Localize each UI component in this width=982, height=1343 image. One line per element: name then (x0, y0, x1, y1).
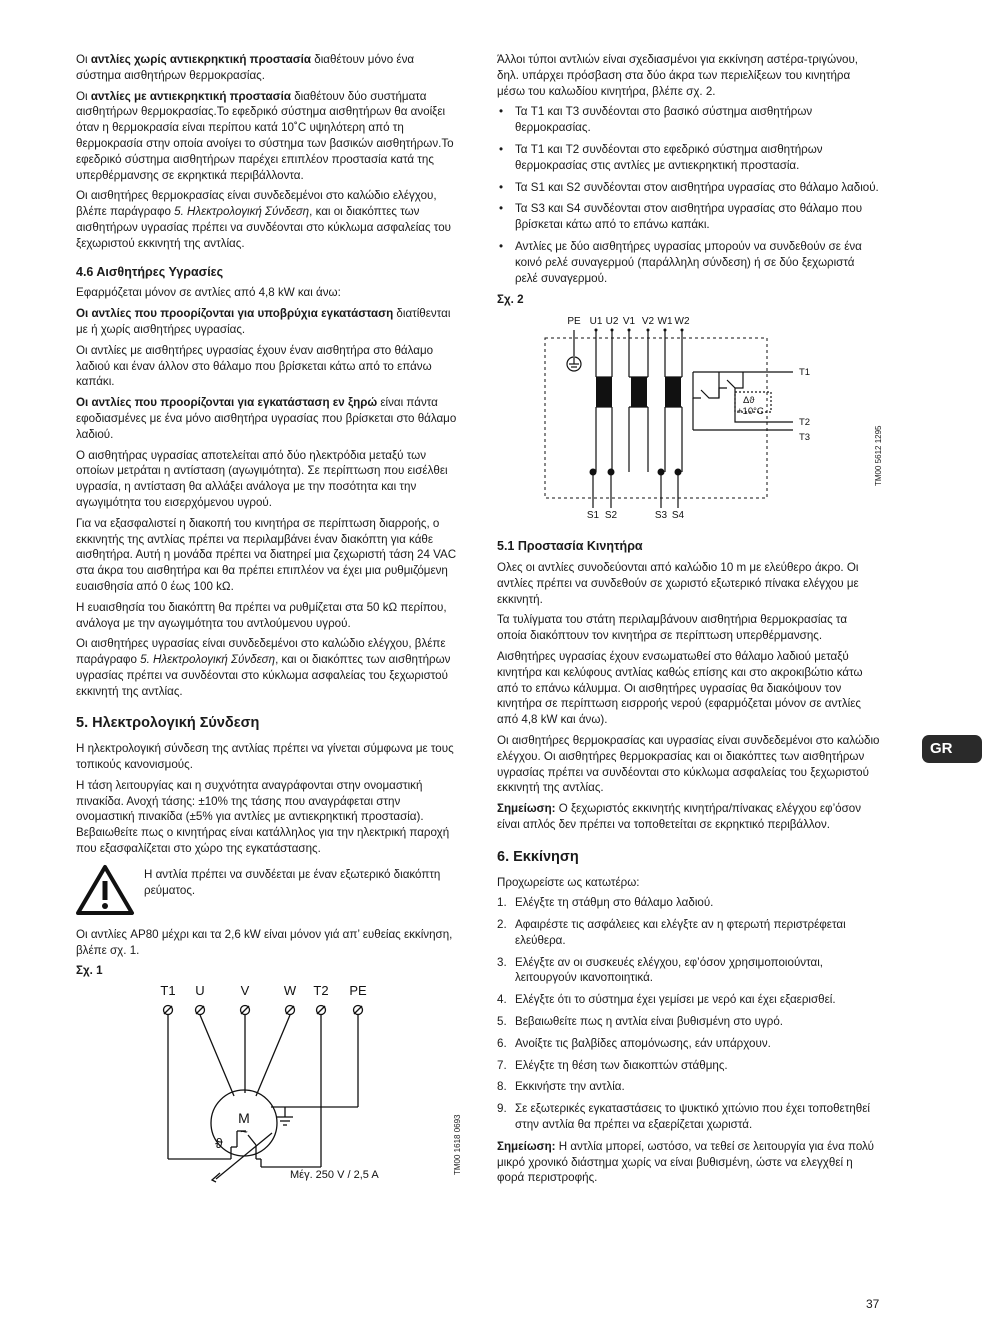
list-item: 3. Ελέγξτε αν οι συσκευές ελέγχου, εφ’όσον χρησιμοποιούνται, λειτουργούν ικανοποιητικά. (497, 955, 824, 985)
terminal-label: U2 (605, 316, 619, 328)
bullet-list (497, 104, 880, 286)
list-item: 6. Ανοίξτε τις βαλβίδες απομόνωσης, εάν υπάρχουν. (497, 1036, 771, 1050)
paragraph: Οι αντλίες χωρίς αντιεκρηκτική προστασία διαθέτουν μόνο ένα σύστημα αισθητήρων θερμοκρασίας. (76, 53, 415, 82)
rating-label: Μέγ. 250 V / 2,5 A (290, 1169, 379, 1182)
paragraph: Οι αντλίες που προορίζονται για εγκατάσταση εν ξηρώ είναι πάντα εφοδιασμένες με ένα μόνο αισθητήρα υγρασίας που βρίσκεται στο θάλαμο λαδιού. (76, 396, 457, 441)
terminal-label: PE (567, 316, 581, 328)
right-column (497, 52, 883, 1191)
list-item: 5. Βεβαιωθείτε πως η αντλία είναι βυθισμένη στο υγρό. (497, 1015, 783, 1029)
warning-text: Η αντλία πρέπει να συνδέεται με έναν εξωτερικό διακόπτη ρεύματος. (144, 867, 441, 897)
figure-code: TM00 1618 0693 (453, 1114, 462, 1176)
terminal-label: W (283, 983, 297, 999)
star-delta-wiring-diagram (497, 312, 880, 526)
terminal-label: S1 (586, 510, 600, 522)
list-item: • Αντλίες με δύο αισθητήρες υγρασίας μπορούν να συνδεθούν σε ένα κοινό ρελέ συναγερμού (παράλληλη σύνδεση) ή σε δύο ξεχωριστά ρελέ συναγερμού. (497, 239, 880, 286)
paragraph: Οι αντλίες με αισθητήρες υγρασίας έχουν έναν αισθητήρα στο θάλαμο λαδιού και έναν άλλον στο θάλαμο που βρίσκεται κάτω από το επάνω καπάκι. (76, 343, 434, 389)
temperature-label: +10°C (737, 406, 764, 418)
paragraph: Οι αισθητήρες θερμοκρασίας και υγρασίας είναι συνδεδεμένοι στο καλώδιο ελέγχου. Οι αισθητήρες θερμοκρασίας και οι διακόπτες των αισθητήρων υγρασίας πρέπει να συνδέονται στο κύκλωμα ασφαλείας του ξεχωριστού εκκινητή της αντλίας. (497, 733, 880, 795)
figure-2-label: Σχ. 2 (497, 293, 524, 307)
list-item: 4. Ελέγξτε ότι το σύστημα έχει γεμίσει με νερό και έχει εξαερισθεί. (497, 993, 836, 1007)
paragraph: Οι αντλίες με αντιεκρηκτική προστασία διαθέτουν δύο συστήματα αισθητήρων θερμοκρασίας.Το εφεδρικό σύστημα αισθητήρων θα ανοίξει όταν η θερμοκρασία είναι περίπου κατά 10˚C υψηλότερη από τη θερμοκρασία στην οποία ανοίγει το σύστημα των βασικών αισθητήρων.Το εφεδρικό σύστημα αισθητήρων παρέχει επιπλέον προστασία κατά της υπερθέρμανσης σε εκρηκτικά περιβάλλοντα. (76, 89, 454, 182)
theta-symbol: ϑ (215, 1135, 223, 1152)
paragraph: Τα τυλίγματα του στάτη περιλαμβάνουν αισθητήρια θερμοκρασίας τα οποία διακόπτουν τον κινητήρα σε περίπτωση υπερθέρμανσης. (497, 613, 848, 643)
terminal-label: W2 (674, 316, 690, 328)
terminal-label: S2 (604, 510, 618, 522)
terminal-label: V2 (641, 316, 655, 328)
figure-code: TM00 5612 1295 (874, 425, 883, 487)
warning-icon (76, 865, 134, 915)
paragraph: Οι αντλίες που προορίζονται για υποβρύχια εγκατάσταση διατίθενται με ή χωρίς αισθητήρες υγρασίας. (76, 307, 451, 336)
paragraph: Ολες οι αντλίες συνοδεύονται από καλώδιο 10 m με ελεύθερο άκρο. Οι αντλίες πρέπει να συνδεθούν σε χωριστό εξωτερικό πίνακα ελέγχου με εκκινητή. (497, 560, 859, 606)
paragraph: Οι αισθητήρες υγρασίας είναι συνδεδεμένοι στο καλώδιο ελέγχου, βλέπε παράγραφο 5. Ηλεκτρολογική Σύνδεση, και οι διακόπτες των αισθητήρων υγρασίας πρέπει να συνδέονται στο κύκλωμα ασφαλείας του ξεχωριστού εκκινητή της αντλίας. (76, 637, 451, 698)
figure-1-diagram (76, 983, 460, 1183)
paragraph: Αισθητήρες υγρασίας έχουν ενσωματωθεί στο θάλαμο λαδιού μεταξύ κινητήρα και κελύφους αντλίας καθώς επίσης και στο ακροκιβώτιο κάτω από το επάνω κάλυμμα. Οι αισθητήρες υγρασίας θα διακόψουν τον κινητήρα σε περίπτωση εισρροής νερού (εφαρμόζεται μόνον σε αντλίες από 4,8 kW και άνω). (497, 649, 863, 727)
list-item: • Τα S3 και S4 συνδέονται στον αισθητήρα υγρασίας στο θάλαμο που βρίσκεται κάτω από το επάνω καπάκι. (497, 201, 880, 233)
paragraph: Εφαρμόζεται μόνον σε αντλίες από 4,8 kW και άνω: (76, 286, 341, 300)
list-item: • Τα T1 και T2 συνδέονται στο εφεδρικό σύστημα αισθητήρων θερμοκρασίας στις αντλίες με αντιεκρηκτική προστασία. (497, 142, 880, 174)
startup-steps (497, 895, 880, 1133)
terminal-label: U (195, 983, 205, 999)
paragraph: Η ηλεκτρολογική σύνδεση της αντλίας πρέπει να γίνεται σύμφωνα με τους τοπικούς κανονισμούς. (76, 742, 454, 772)
note: Σημείωση: Ο ξεχωριστός εκκινητής κινητήρα/πίνακας ελέγχου εφ’όσον είναι απλός δεν πρέπει να τοποθετείται σε εκρηκτικό περιβάλλον. (497, 802, 861, 831)
list-item: 7. Ελέγξτε τη θέση των διακοπτών στάθμης. (497, 1058, 728, 1072)
terminal-label: S3 (654, 510, 668, 522)
terminal-label: S4 (671, 510, 685, 522)
terminal-label: T2 (799, 417, 811, 429)
terminal-label: T1 (160, 983, 176, 999)
section-heading-4-6: 4.6 Αισθητήρες Υγρασίες (76, 264, 224, 279)
paragraph: Η τάση λειτουργίας και η συχνότητα αναγράφονται στην ονομαστική πινακίδα. Ανοχή τάσης: ±10% της τάσης που αναγράφεται στην ονομαστική πινακίδα (±5% για αντλίες με αντιεκρηκτική προστασία). Βεβαιωθείτε πως ο κινητήρας είναι κατάλληλος για την ηλεκτρική παροχή που εξασφαλίζεται στο χώρο της εγκατάστασης. (76, 778, 450, 856)
paragraph: Προχωρείστε ως κατωτέρω: (497, 875, 640, 889)
figure-2-diagram (497, 312, 883, 526)
warning-box (76, 865, 460, 915)
terminal-label: T3 (799, 432, 811, 444)
page-number: 37 (866, 1297, 880, 1311)
motor-tilde: ~ (240, 1124, 248, 1140)
list-item: • Τα S1 και S2 συνδέονται στον αισθητήρα υγρασίας στο θάλαμο λαδιού. (497, 180, 880, 196)
section-heading-5-1: 5.1 Προστασία Κινητήρα (497, 539, 643, 554)
section-heading-6: 6. Εκκίνηση (497, 848, 579, 865)
paragraph: Οι αισθητήρες θερμοκρασίας είναι συνδεδεμένοι στο καλώδιο ελέγχου, βλέπε παράγραφο 5. Ηλεκτρολογική Σύνδεση, και οι διακόπτες των αισθητήρων υγρασίας πρέπει να συνδέονται στο κύκλωμα ασφαλείας του ξεχωριστού εκκινητή της αντλίας. (76, 189, 452, 250)
terminal-label: T1 (799, 367, 811, 379)
terminal-label: W1 (657, 316, 673, 328)
paragraph: Άλλοι τύποι αντλιών είναι σχεδιασμένοι για εκκίνηση αστέρα-τριγώνου, δηλ. υπάρχει πρόσβαση στα δύο άκρα των περιελίξεων του κινητήρα μέσω του καλωδίου κινητήρα, βλέπε σχ. 2. (497, 53, 859, 98)
terminal-label: U1 (589, 316, 603, 328)
paragraph: Ο αισθητήρας υγρασίας αποτελείται από δύο ηλεκτρόδια μεταξύ των οποίων μετράται η αντίσταση (αγωγιμότητα). Σε περίπτωση που εισέλθει υγρασία, η αντίσταση θα αλλάξει ανάλογα με την ποσότητα και την αγωγιμότητα του εισερχόμενου υγρού. (76, 448, 448, 509)
note: Σημείωση: Η αντλία μπορεί, ωστόσο, να τεθεί σε λειτουργία για ένα πολύ μικρό χρονικό διάστημα χωρίς να είναι βυθισμένη, ώστε να ελεγχθεί η φορά περιστροφής. (497, 1139, 874, 1185)
list-item: 8. Εκκινήστε την αντλία. (497, 1080, 625, 1094)
terminal-label: PE (349, 983, 367, 999)
language-badge: GR (922, 735, 982, 763)
motor-wiring-diagram (76, 983, 460, 1183)
section-heading-5: 5. Ηλεκτρολογική Σύνδεση (76, 715, 260, 732)
list-item: 2. Αφαιρέστε τις ασφάλειες και ελέγξτε αν η φτερωτή περιστρέφεται ελεύθερα. (497, 918, 846, 947)
list-item: • Τα T1 και T3 συνδέονται στο βασικό σύστημα αισθητήρων θερμοκρασίας. (497, 104, 880, 136)
paragraph: Η ευαισθησία του διακόπτη θα πρέπει να ρυθμίζεται στα 50 kΩ περίπου, ανάλογα με την αγωγιμότητα του αντλούμενου υγρού. (76, 600, 447, 630)
delta-theta-label: Δϑ (743, 395, 755, 407)
paragraph: Οι αντλίες AP80 μέχρι και τα 2,6 kW είναι μόνον γιά απ’ ευθείας εκκίνηση, βλέπε σχ. 1. (76, 927, 453, 957)
figure-1-label: Σχ. 1 (76, 964, 103, 978)
paragraph: Για να εξασφαλιστεί η διακοπή του κινητήρα σε περίπτωση διαρροής, ο εκκινητής της αντλίας πρέπει να περιλαμβάνει έναν διακόπτη για κάθε αισθητήρα. Αυτή η μονάδα πρέπει να διατηρεί μια ζεχωριστή τάση 24 VAC στα άκρα του αισθητήρα και θα πρέπει επιπλέον να έχει μια ρυθμιζόμενη ευαισθησία από 0 έως 100 kΩ. (76, 516, 457, 593)
terminal-label: V (240, 983, 250, 999)
terminal-label: V1 (622, 316, 636, 328)
terminal-label: T2 (313, 983, 329, 999)
list-item: 1. Ελέγξτε τη στάθμη στο θάλαμο λαδιού. (497, 896, 714, 910)
list-item: 9. Σε εξωτερικές εγκαταστάσεις το ψυκτικό χιτώνιο που έχει τοποθετηθεί στην αντλία θα πρέπει να εξαερίζεται χωριστά. (497, 1102, 870, 1132)
left-column (76, 52, 460, 1183)
motor-label: M (238, 1110, 250, 1127)
